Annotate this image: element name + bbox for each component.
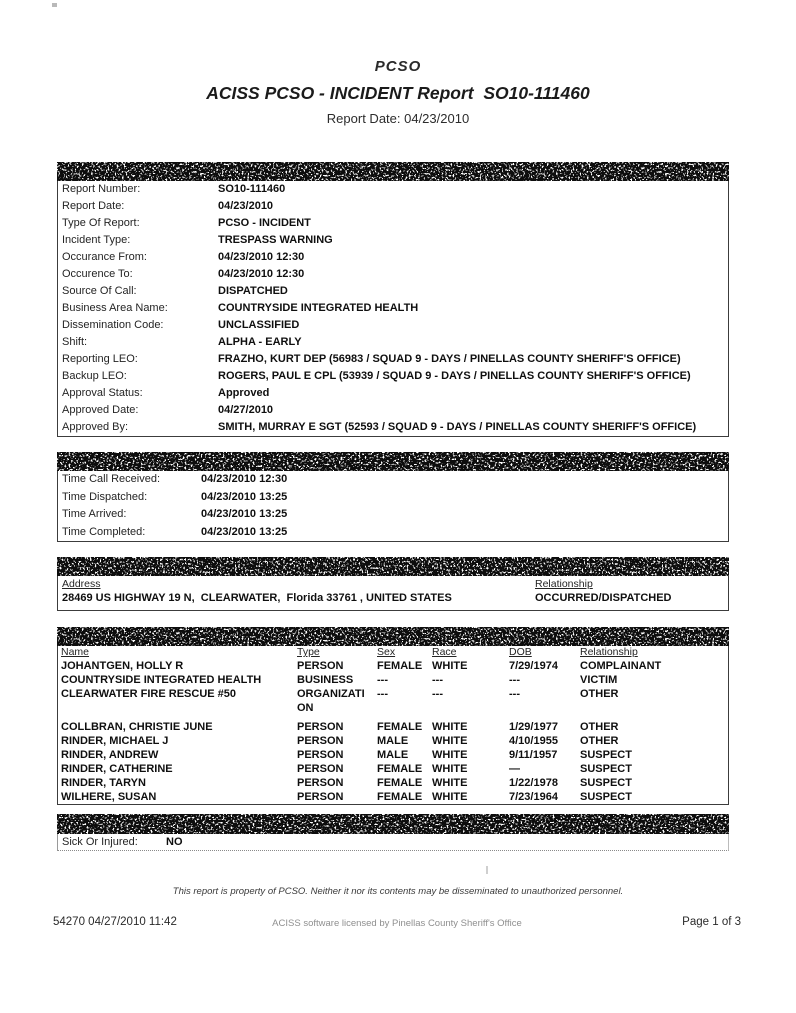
field-label: Report Number: <box>62 183 141 195</box>
field-label: Backup LEO: <box>62 370 127 382</box>
redacted-section-header-bar <box>57 452 729 471</box>
relationship-cell: COMPLAINANT <box>580 660 662 672</box>
redacted-section-header-bar <box>57 557 729 576</box>
field-row <box>58 334 728 351</box>
sex-cell: FEMALE <box>377 721 423 733</box>
relationship-cell: SUSPECT <box>580 791 632 803</box>
race-cell: WHITE <box>432 777 468 789</box>
sex-cell: --- <box>377 674 388 686</box>
dob-cell: — <box>509 763 520 775</box>
field-label: Shift: <box>62 336 88 348</box>
relationship-cell: SUSPECT <box>580 763 632 775</box>
names-header-row <box>58 646 728 659</box>
address-column-header: Address <box>62 578 101 590</box>
field-row <box>58 506 728 524</box>
table-row <box>58 776 728 790</box>
name-cell: JOHANTGEN, HOLLY R <box>61 660 184 672</box>
sex-cell: FEMALE <box>377 791 423 803</box>
type-cell: PERSON <box>297 763 344 775</box>
call-times-section <box>57 452 729 542</box>
name-cell: RINDER, ANDREW <box>61 749 159 761</box>
race-cell: WHITE <box>432 763 468 775</box>
field-value: SMITH, MURRAY E SGT (52593 / SQUAD 9 - DAYS / PINELLAS COUNTY SHERIFF'S OFFICE) <box>218 421 697 433</box>
field-value: FRAZHO, KURT DEP (56983 / SQUAD 9 - DAYS / PINELLAS COUNTY SHERIFF'S OFFICE) <box>218 353 681 365</box>
field-value: Approved <box>218 387 270 399</box>
page-footer <box>53 916 741 928</box>
field-value: TRESPASS WARNING <box>218 234 333 246</box>
table-row <box>58 748 728 762</box>
race-cell: WHITE <box>432 749 468 761</box>
race-cell: WHITE <box>432 721 468 733</box>
table-row <box>58 673 728 687</box>
type-cell: PERSON <box>297 777 344 789</box>
redacted-section-header-bar <box>57 162 729 181</box>
redacted-section-header-bar <box>57 627 729 646</box>
sex-cell: --- <box>377 688 388 700</box>
type-cell: PERSON <box>297 735 344 747</box>
field-row <box>58 402 728 419</box>
type-cell: PERSON <box>297 660 344 672</box>
call-times-box <box>57 471 729 542</box>
field-row <box>58 471 728 489</box>
relationship-cell: OTHER <box>580 688 619 700</box>
print-id: 54270 04/27/2010 11:42 <box>53 916 177 928</box>
name-cell: COUNTRYSIDE INTEGRATED HEALTH <box>61 674 262 686</box>
sex-cell: MALE <box>377 735 409 747</box>
table-row <box>58 790 728 804</box>
race-cell: --- <box>432 688 443 700</box>
sex-cell: FEMALE <box>377 777 423 789</box>
field-value: 04/23/2010 12:30 <box>218 268 305 280</box>
name-cell: WILHERE, SUSAN <box>61 791 157 803</box>
license-text: ACISS software licensed by Pinellas County Sheriff's Office <box>272 918 522 929</box>
page-number: Page 1 of 3 <box>682 916 741 928</box>
disclaimer-text: This report is property of PCSO. Neither it nor its contents may be disseminated to unauthorized personnel. <box>172 886 624 897</box>
field-value: 04/23/2010 13:25 <box>201 508 288 520</box>
race-cell: --- <box>432 674 443 686</box>
report-date-line: Report Date: 04/23/2010 <box>326 111 470 126</box>
report-info-box <box>57 181 729 437</box>
field-label: Approved Date: <box>62 404 139 416</box>
field-value: 04/23/2010 12:30 <box>218 251 305 263</box>
relationship-value: OCCURRED/DISPATCHED <box>535 592 672 604</box>
dob-cell: 7/29/1974 <box>509 660 558 672</box>
type-cell: PERSON <box>297 749 344 761</box>
column-header: DOB <box>509 646 532 658</box>
type-cell: ORGANIZATION <box>297 688 365 714</box>
field-value: COUNTRYSIDE INTEGRATED HEALTH <box>218 302 419 314</box>
race-cell: WHITE <box>432 660 468 672</box>
type-cell: PERSON <box>297 791 344 803</box>
field-label: Time Completed: <box>62 525 146 538</box>
relationship-cell: VICTIM <box>580 674 618 686</box>
location-section <box>57 557 729 611</box>
field-row <box>58 249 728 266</box>
field-row <box>58 419 728 436</box>
field-value: SO10-111460 <box>218 183 286 195</box>
scan-artifact <box>486 866 488 874</box>
report-info-section <box>57 162 729 437</box>
field-label: Time Dispatched: <box>62 490 148 503</box>
field-label: Time Arrived: <box>62 508 127 520</box>
dob-cell: --- <box>509 688 520 700</box>
names-table <box>57 646 729 805</box>
field-row <box>58 283 728 300</box>
field-row <box>58 385 728 402</box>
field-value: 04/23/2010 13:25 <box>201 490 288 503</box>
field-label: Occurance From: <box>62 251 147 263</box>
race-cell: WHITE <box>432 735 468 747</box>
field-row <box>58 181 728 198</box>
name-cell: CLEARWATER FIRE RESCUE #50 <box>61 688 237 700</box>
column-header: Relationship <box>580 646 638 658</box>
dob-cell: 1/29/1977 <box>509 721 558 733</box>
relationship-cell: SUSPECT <box>580 777 632 789</box>
column-header: Sex <box>377 646 396 658</box>
field-value: UNCLASSIFIED <box>218 319 300 331</box>
field-row <box>58 232 728 249</box>
field-row <box>58 266 728 283</box>
sick-or-injured-box <box>57 834 729 851</box>
column-header: Name <box>61 646 90 658</box>
name-cell: RINDER, CATHERINE <box>61 763 173 775</box>
field-label: Source Of Call: <box>62 285 137 297</box>
field-row <box>58 489 728 507</box>
name-cell: RINDER, TARYN <box>61 777 146 789</box>
table-row <box>58 659 728 673</box>
field-value: 04/27/2010 <box>218 404 274 416</box>
race-cell: WHITE <box>432 791 468 803</box>
dob-cell: --- <box>509 674 520 686</box>
relationship-cell: SUSPECT <box>580 749 632 761</box>
field-value: PCSO - INCIDENT <box>218 217 311 229</box>
field-label: Type Of Report: <box>62 217 140 229</box>
field-label: Business Area Name: <box>62 302 168 314</box>
relationship-cell: OTHER <box>580 735 619 747</box>
field-row <box>58 198 728 215</box>
address-value: 28469 US HIGHWAY 19 N, CLEARWATER, Florida 33761 , UNITED STATES <box>62 592 452 604</box>
field-value: ALPHA - EARLY <box>218 336 302 348</box>
table-row <box>58 720 728 734</box>
field-value: NO <box>166 836 183 848</box>
sex-cell: FEMALE <box>377 763 423 775</box>
name-cell: COLLBRAN, CHRISTIE JUNE <box>61 721 213 733</box>
field-row <box>58 834 728 850</box>
scan-artifact <box>52 3 57 7</box>
field-label: Approved By: <box>62 421 129 433</box>
document-title: ACISS PCSO - INCIDENT Report SO10-111460 <box>206 83 590 103</box>
field-label: Dissemination Code: <box>62 319 164 331</box>
field-row <box>58 368 728 385</box>
field-value: DISPATCHED <box>218 285 288 297</box>
table-row <box>58 734 728 748</box>
sex-cell: MALE <box>377 749 409 761</box>
field-label: Approval Status: <box>62 387 143 399</box>
type-cell: BUSINESS <box>297 674 354 686</box>
field-row <box>58 351 728 368</box>
names-section <box>57 627 729 805</box>
dob-cell: 7/23/1964 <box>509 791 558 803</box>
table-row <box>58 687 728 715</box>
name-cell: RINDER, MICHAEL J <box>61 735 169 747</box>
field-value: ROGERS, PAUL E CPL (53939 / SQUAD 9 - DAYS / PINELLAS COUNTY SHERIFF'S OFFICE) <box>218 370 691 382</box>
field-label: Time Call Received: <box>62 473 161 485</box>
column-header: Race <box>432 646 457 658</box>
agency-name: PCSO <box>374 58 422 75</box>
type-cell: PERSON <box>297 721 344 733</box>
relationship-column-header: Relationship <box>535 578 593 590</box>
field-label: Incident Type: <box>62 234 131 246</box>
relationship-cell: OTHER <box>580 721 619 733</box>
field-row <box>58 524 728 542</box>
field-label: Sick Or Injured: <box>62 836 138 848</box>
location-box <box>57 576 729 611</box>
field-label: Occurence To: <box>62 268 133 280</box>
sick-or-injured-section <box>57 814 729 851</box>
field-value: 04/23/2010 12:30 <box>201 473 288 485</box>
dob-cell: 1/22/1978 <box>509 777 558 789</box>
field-value: 04/23/2010 <box>218 200 274 212</box>
field-label: Report Date: <box>62 200 125 212</box>
field-row <box>58 215 728 232</box>
field-value: 04/23/2010 13:25 <box>201 525 288 538</box>
field-row <box>58 300 728 317</box>
dob-cell: 4/10/1955 <box>509 735 558 747</box>
redacted-section-header-bar <box>57 814 729 834</box>
sex-cell: FEMALE <box>377 660 423 672</box>
field-label: Reporting LEO: <box>62 353 138 365</box>
dob-cell: 9/11/1957 <box>509 749 558 761</box>
field-row <box>58 317 728 334</box>
column-header: Type <box>297 646 320 658</box>
table-row <box>58 762 728 776</box>
